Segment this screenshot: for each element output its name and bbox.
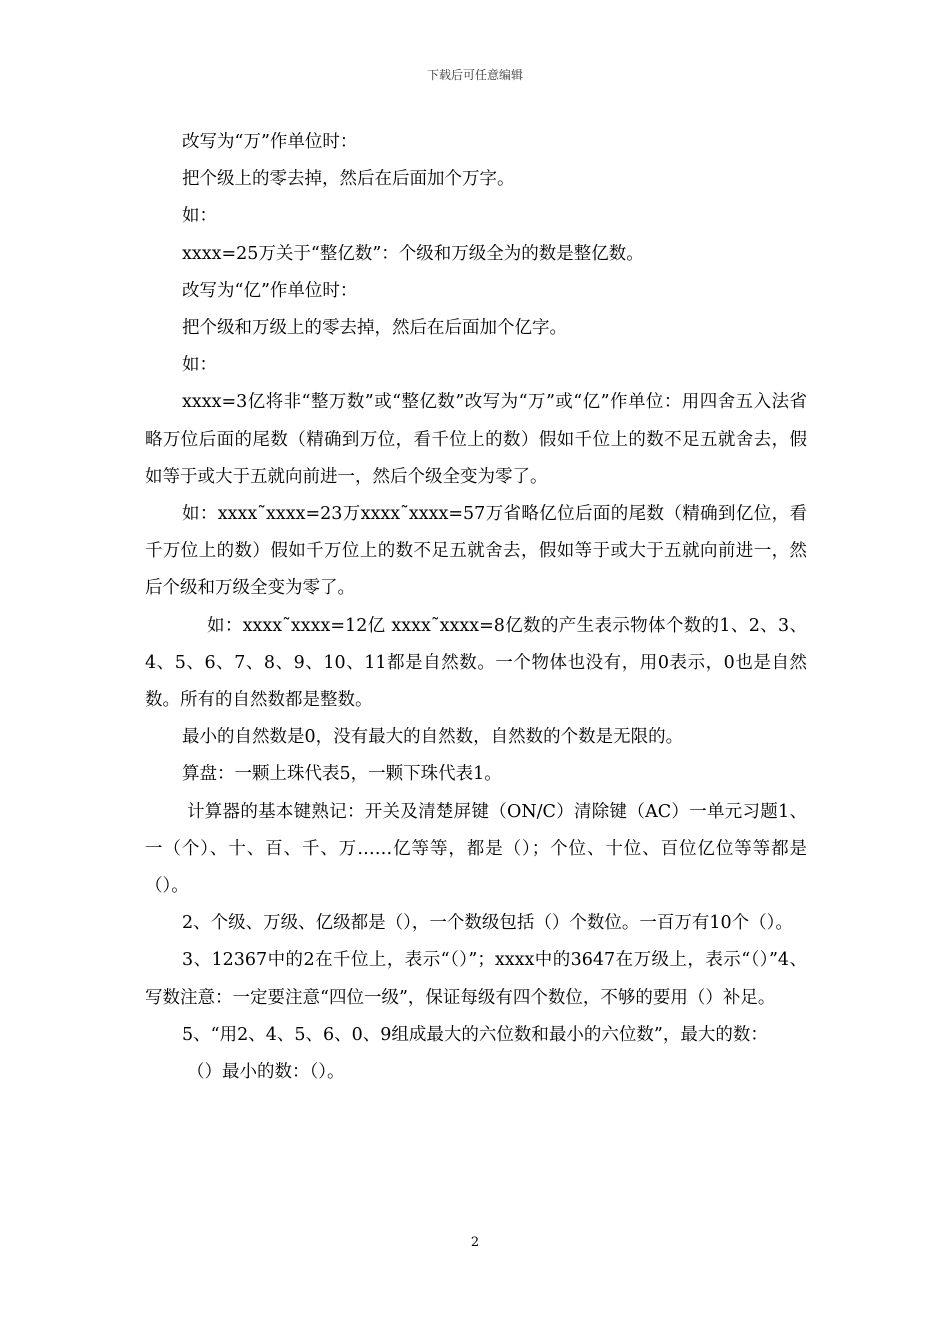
- document-body: [145, 124, 807, 1091]
- paragraph: 把个级和万级上的零去掉，然后在后面加个亿字。: [182, 318, 567, 339]
- paragraph: 把个级上的零去掉，然后在后面加个万字。: [182, 169, 515, 190]
- paragraph: （）最小的数：（）。: [187, 1062, 345, 1083]
- paragraph: 改写为“亿”作单位时：: [182, 280, 358, 301]
- paragraph: 如：: [182, 206, 217, 227]
- paragraph: xxxx=25万关于“整亿数”：个级和万级全为的数是整亿数。: [182, 243, 644, 264]
- paragraph: 2、个级、万级、亿级都是（），一个数级包括（）个数位。一百万有10个（）。: [182, 913, 793, 934]
- page-header: 下载后可任意编辑: [426, 68, 523, 82]
- paragraph: 3、12367中的2在千位上，表示“（）”；xxxx中的3647在万级上，表示“（）”4、写数注意：一定要注意“四位一级”，保证每级有四个数位，不够的要用（）补足。: [145, 950, 807, 1008]
- paragraph: xxxx=3亿将非“整万数”或“整亿数”改写为“万”或“亿”作单位：用四舍五入法省略万位后面的尾数（精确到万位，看千位上的数）假如千位上的数不足五就舍去，假如等于或大于五就向前进一，然后个级全变为零了。: [145, 392, 807, 487]
- paragraph: 如：xxxx˜xxxx=12亿 xxxx˜xxxx=8亿数的产生表示物体个数的1、2、3、4、5、6、7、8、9、10、11都是自然数。一个物体也没有，用0表示，0也是自然数。所有的自然数都是整数。: [145, 615, 807, 711]
- paragraph: 最小的自然数是0，没有最大的自然数，自然数的个数是无限的。: [182, 727, 684, 748]
- paragraph: 算盘：一颗上珠代表5，一颗下珠代表1。: [182, 764, 502, 785]
- paragraph: 5、“用2、4、5、6、0、9组成最大的六位数和最小的六位数”，最大的数：: [182, 1024, 768, 1045]
- page-number: 2: [470, 1235, 480, 1250]
- paragraph: 计算器的基本键熟记：开关及清楚屏键（ON/C）清除键（AC）一单元习题1、一（个）、十、百、千、万……亿等等，都是（）；个位、十位、百位亿位等等都是（）。: [145, 801, 807, 897]
- paragraph: 改写为“万”作单位时：: [182, 132, 358, 152]
- paragraph: 如：xxxx˜xxxx=23万xxxx˜xxxx=57万省略亿位后面的尾数（精确到亿位，看千万位上的数）假如千万位上的数不足五就舍去，假如等于或大于五就向前进一，然后个级和万级全变为零了。: [145, 504, 807, 599]
- paragraph: 如：: [182, 355, 217, 376]
